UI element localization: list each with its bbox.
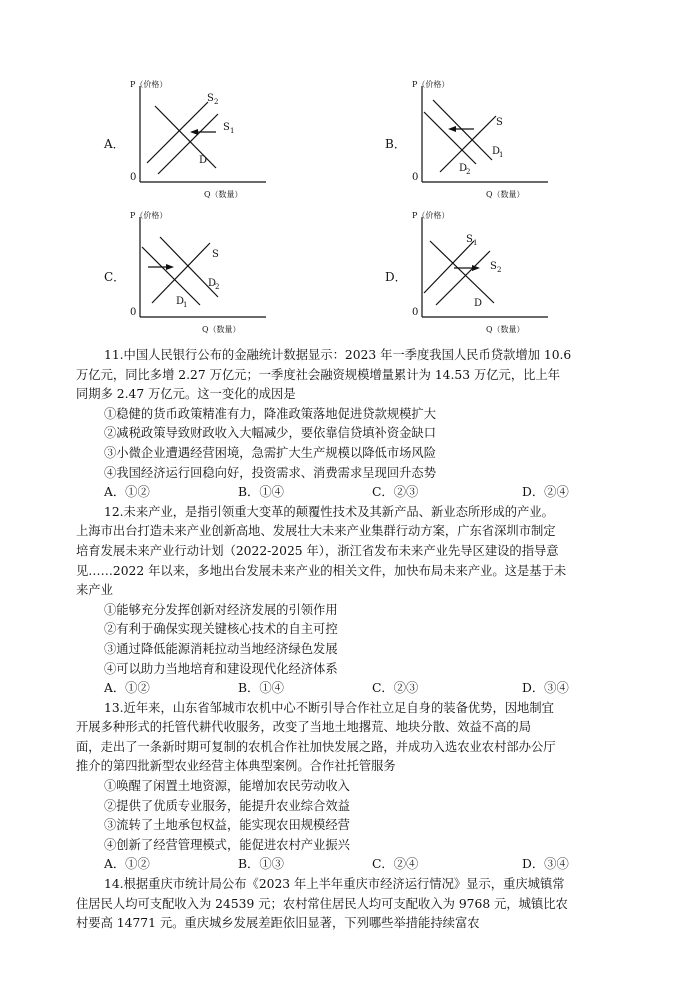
svg-text:0: 0 [412,172,419,183]
choice-c[interactable]: C．②③ [372,681,419,696]
svg-text:D: D [492,146,501,157]
option-letter-c: C． [104,270,126,284]
option-letter-b: B． [385,137,406,151]
svg-text:0: 0 [412,307,419,318]
question-13 [76,699,622,875]
svg-text:1: 1 [473,239,478,247]
question-stem-line: 见……2022 年以来，多地出台发展未来产业的相关文件，加快布局未来产业。这是基于未 [76,563,567,578]
question-stem-line: 村要高 14771 元。重庆城乡发展差距依旧显著，下列哪些举措能持续富农 [76,916,480,931]
svg-text:1: 1 [499,151,504,159]
choice-a[interactable]: A．①② [104,857,150,872]
statement-item: ④可以助力当地培育和建设现代化经济体系 [104,661,338,676]
svg-text:S: S [466,234,473,245]
supply-curve-s1 [158,114,218,174]
question-text [76,346,622,934]
choice-a[interactable]: A．①② [104,681,150,696]
choice-b[interactable]: B．①④ [238,485,284,500]
answer-choices [76,679,622,699]
graph-a [118,76,268,200]
svg-text:P（价格）: P（价格） [130,211,168,220]
svg-text:S: S [223,122,230,133]
demand-curve-d1 [142,247,200,305]
origin-label: 0 [130,172,137,183]
svg-text:2: 2 [214,98,219,106]
answer-choices [76,855,622,875]
supply-curve-s [440,116,496,172]
arrow-head-icon [448,126,456,132]
question-stem-line: 万亿元，同比多增 2.27 万亿元；一季度社会融资规模增量累计为 14.53 万亿元，比上年 [76,367,561,382]
supply-curve-s1 [424,241,474,293]
arrow-head-icon [472,265,480,271]
choice-b[interactable]: B．①③ [238,857,284,872]
demand-curve-d [430,241,494,303]
supply-curve-s2 [436,251,490,305]
svg-text:S: S [496,117,503,128]
question-stem-line: 上海市出台打造未来产业创新高地、发展壮大未来产业集群行动方案，广东省深圳市制定 [76,524,556,539]
question-14 [76,875,622,934]
svg-text:S: S [207,93,214,104]
graph-b [400,76,550,200]
statement-item: ②有利于确保实现关键核心技术的自主可控 [104,622,338,637]
y-axis-label: P（价格） [130,80,168,89]
statement-item: ③小微企业遭遇经营困境，急需扩大生产规模以降低市场风险 [104,445,437,460]
graph-d [400,207,550,335]
choice-d[interactable]: D．②④ [522,485,569,500]
question-stem-line: 同期多 2.47 万亿元。这一变化的成因是 [76,387,296,402]
supply-demand-graphs [0,0,695,345]
question-stem-line: 14.根据重庆市统计局公布《2023 年上半年重庆市经济运行情况》显示，重庆城镇常 [104,877,565,892]
supply-curve-s [152,243,210,303]
question-11 [76,346,622,503]
svg-text:D: D [199,155,208,166]
svg-text:D: D [208,278,217,289]
choice-c[interactable]: C．②④ [372,857,419,872]
svg-text:D: D [459,163,468,174]
svg-text:2: 2 [215,283,220,291]
graph-c [118,207,268,335]
arrow-head-icon [166,264,174,270]
choice-a[interactable]: A．①② [104,485,150,500]
answer-choices [76,483,622,503]
svg-text:1: 1 [183,301,188,309]
question-stem-line: 推介的第四批新型农业经营主体典型案例。合作社托管服务 [76,759,396,774]
svg-text:1: 1 [230,127,235,135]
svg-text:0: 0 [130,307,137,318]
option-letter-a: A． [104,137,125,151]
question-stem-line: 开展多种形式的托管代耕代收服务，改变了当地土地撂荒、地块分散、效益不高的局 [76,720,531,735]
statement-item: ①唤醒了闲置土地资源，能增加农民劳动收入 [104,779,350,794]
svg-text:Q（数量）: Q（数量） [486,325,525,334]
question-stem-line: 来产业 [76,583,113,598]
question-stem-line: 住居民人均可支配收入为 24539 元；农村常住居民人均可支配收入为 9768 元，城镇比农 [76,896,568,911]
question-12 [76,503,622,699]
statement-item: ①稳健的货币政策精准有力，降准政策落地促进贷款规模扩大 [104,406,437,421]
option-letter-d: D． [385,270,407,284]
demand-curve-d2 [424,112,476,164]
choice-d[interactable]: D．③④ [522,857,569,872]
question-stem-line: 12.未来产业，是指引领重大变革的颠覆性技术及其新产品、新业态所形成的产业。 [104,504,554,519]
svg-text:S: S [212,249,219,260]
statement-item: ④我国经济运行回稳向好，投资需求、消费需求呈现回升态势 [104,465,437,480]
statement-item: ④创新了经营管理模式，能促进农村产业振兴 [104,837,350,852]
question-stem-line: 11.中国人民银行公布的金融统计数据显示：2023 年一季度我国人民币贷款增加 10.6 [104,348,572,362]
svg-text:Q（数量）: Q（数量） [202,325,241,334]
x-axis-label: Q（数量） [204,190,243,199]
question-stem-line: 面，走出了一条新时期可复制的农机合作社加快发展之路，并成功入选农业农村部办公厅 [76,739,556,754]
svg-text:P（价格）: P（价格） [412,80,450,89]
statement-item: ②提供了优质专业服务，能提升农业综合效益 [104,798,350,813]
question-stem-line: 培育发展未来产业行动计划（2022-2025 年），浙江省发布未来产业先导区建设的指导意 [76,543,559,558]
statement-item: ③流转了土地承包权益，能实现农田规模经营 [104,818,350,833]
statement-item: ①能够充分发挥创新对经济发展的引领作用 [104,602,338,617]
question-stem-line: 13.近年来，山东省邹城市农机中心不断引导合作社立足自身的装备优势，因地制宜 [104,700,554,715]
statement-item: ②减税政策导致财政收入大幅减少，要依靠信贷填补资金缺口 [104,426,437,441]
choice-d[interactable]: D．③④ [522,681,569,696]
svg-text:2: 2 [497,266,502,274]
svg-text:2: 2 [466,168,471,176]
svg-text:P（价格）: P（价格） [412,211,450,220]
choice-c[interactable]: C．②③ [372,485,419,500]
svg-text:D: D [176,296,185,307]
choice-b[interactable]: B．①④ [238,681,284,696]
svg-text:Q（数量）: Q（数量） [486,190,525,199]
svg-text:S: S [490,261,497,272]
statement-item: ③通过降低能源消耗拉动当地经济绿色发展 [104,641,338,656]
svg-text:D: D [474,298,483,309]
arrow-head-icon [190,129,198,135]
